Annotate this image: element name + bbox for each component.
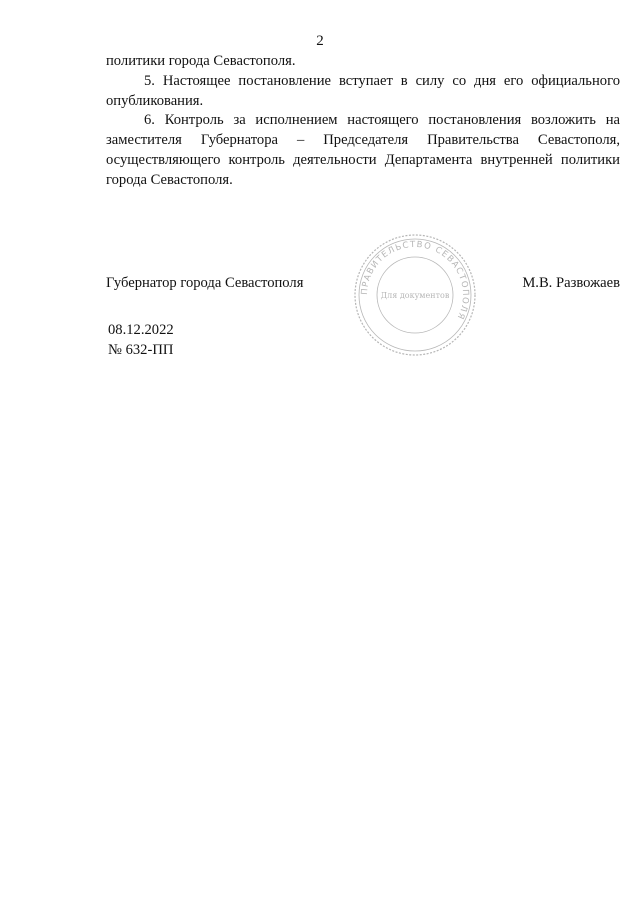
document-meta	[108, 321, 174, 360]
paragraph-5: 5. Настоящее постановление вступает в силу со дня его официального опубликования.	[106, 72, 620, 109]
official-seal-stamp	[352, 232, 478, 358]
svg-text:ПРАВИТЕЛЬСТВО СЕВАСТОПОЛЯ	[360, 240, 470, 321]
signatory-name: М.В. Развожаев	[522, 275, 620, 291]
paragraph-continuation: политики города Севастополя.	[106, 53, 296, 69]
signatory-title: Губернатор города Севастополя	[106, 275, 304, 291]
document-date: 08.12.2022	[108, 322, 174, 338]
page-number: 2	[316, 33, 324, 49]
seal-outer-text: ПРАВИТЕЛЬСТВО СЕВАСТОПОЛЯ	[359, 239, 471, 322]
document-number: № 632-ПП	[108, 341, 174, 358]
paragraph-6: 6. Контроль за исполнением настоящего постановления возложить на заместителя Губернатора – Председателя Правительства Севастополя, осуществляющего контроль деятельности Департамента внутренней политики города Севастополя.	[106, 112, 620, 188]
document-body	[106, 52, 620, 191]
seal-center-text: Для документов	[380, 291, 450, 300]
